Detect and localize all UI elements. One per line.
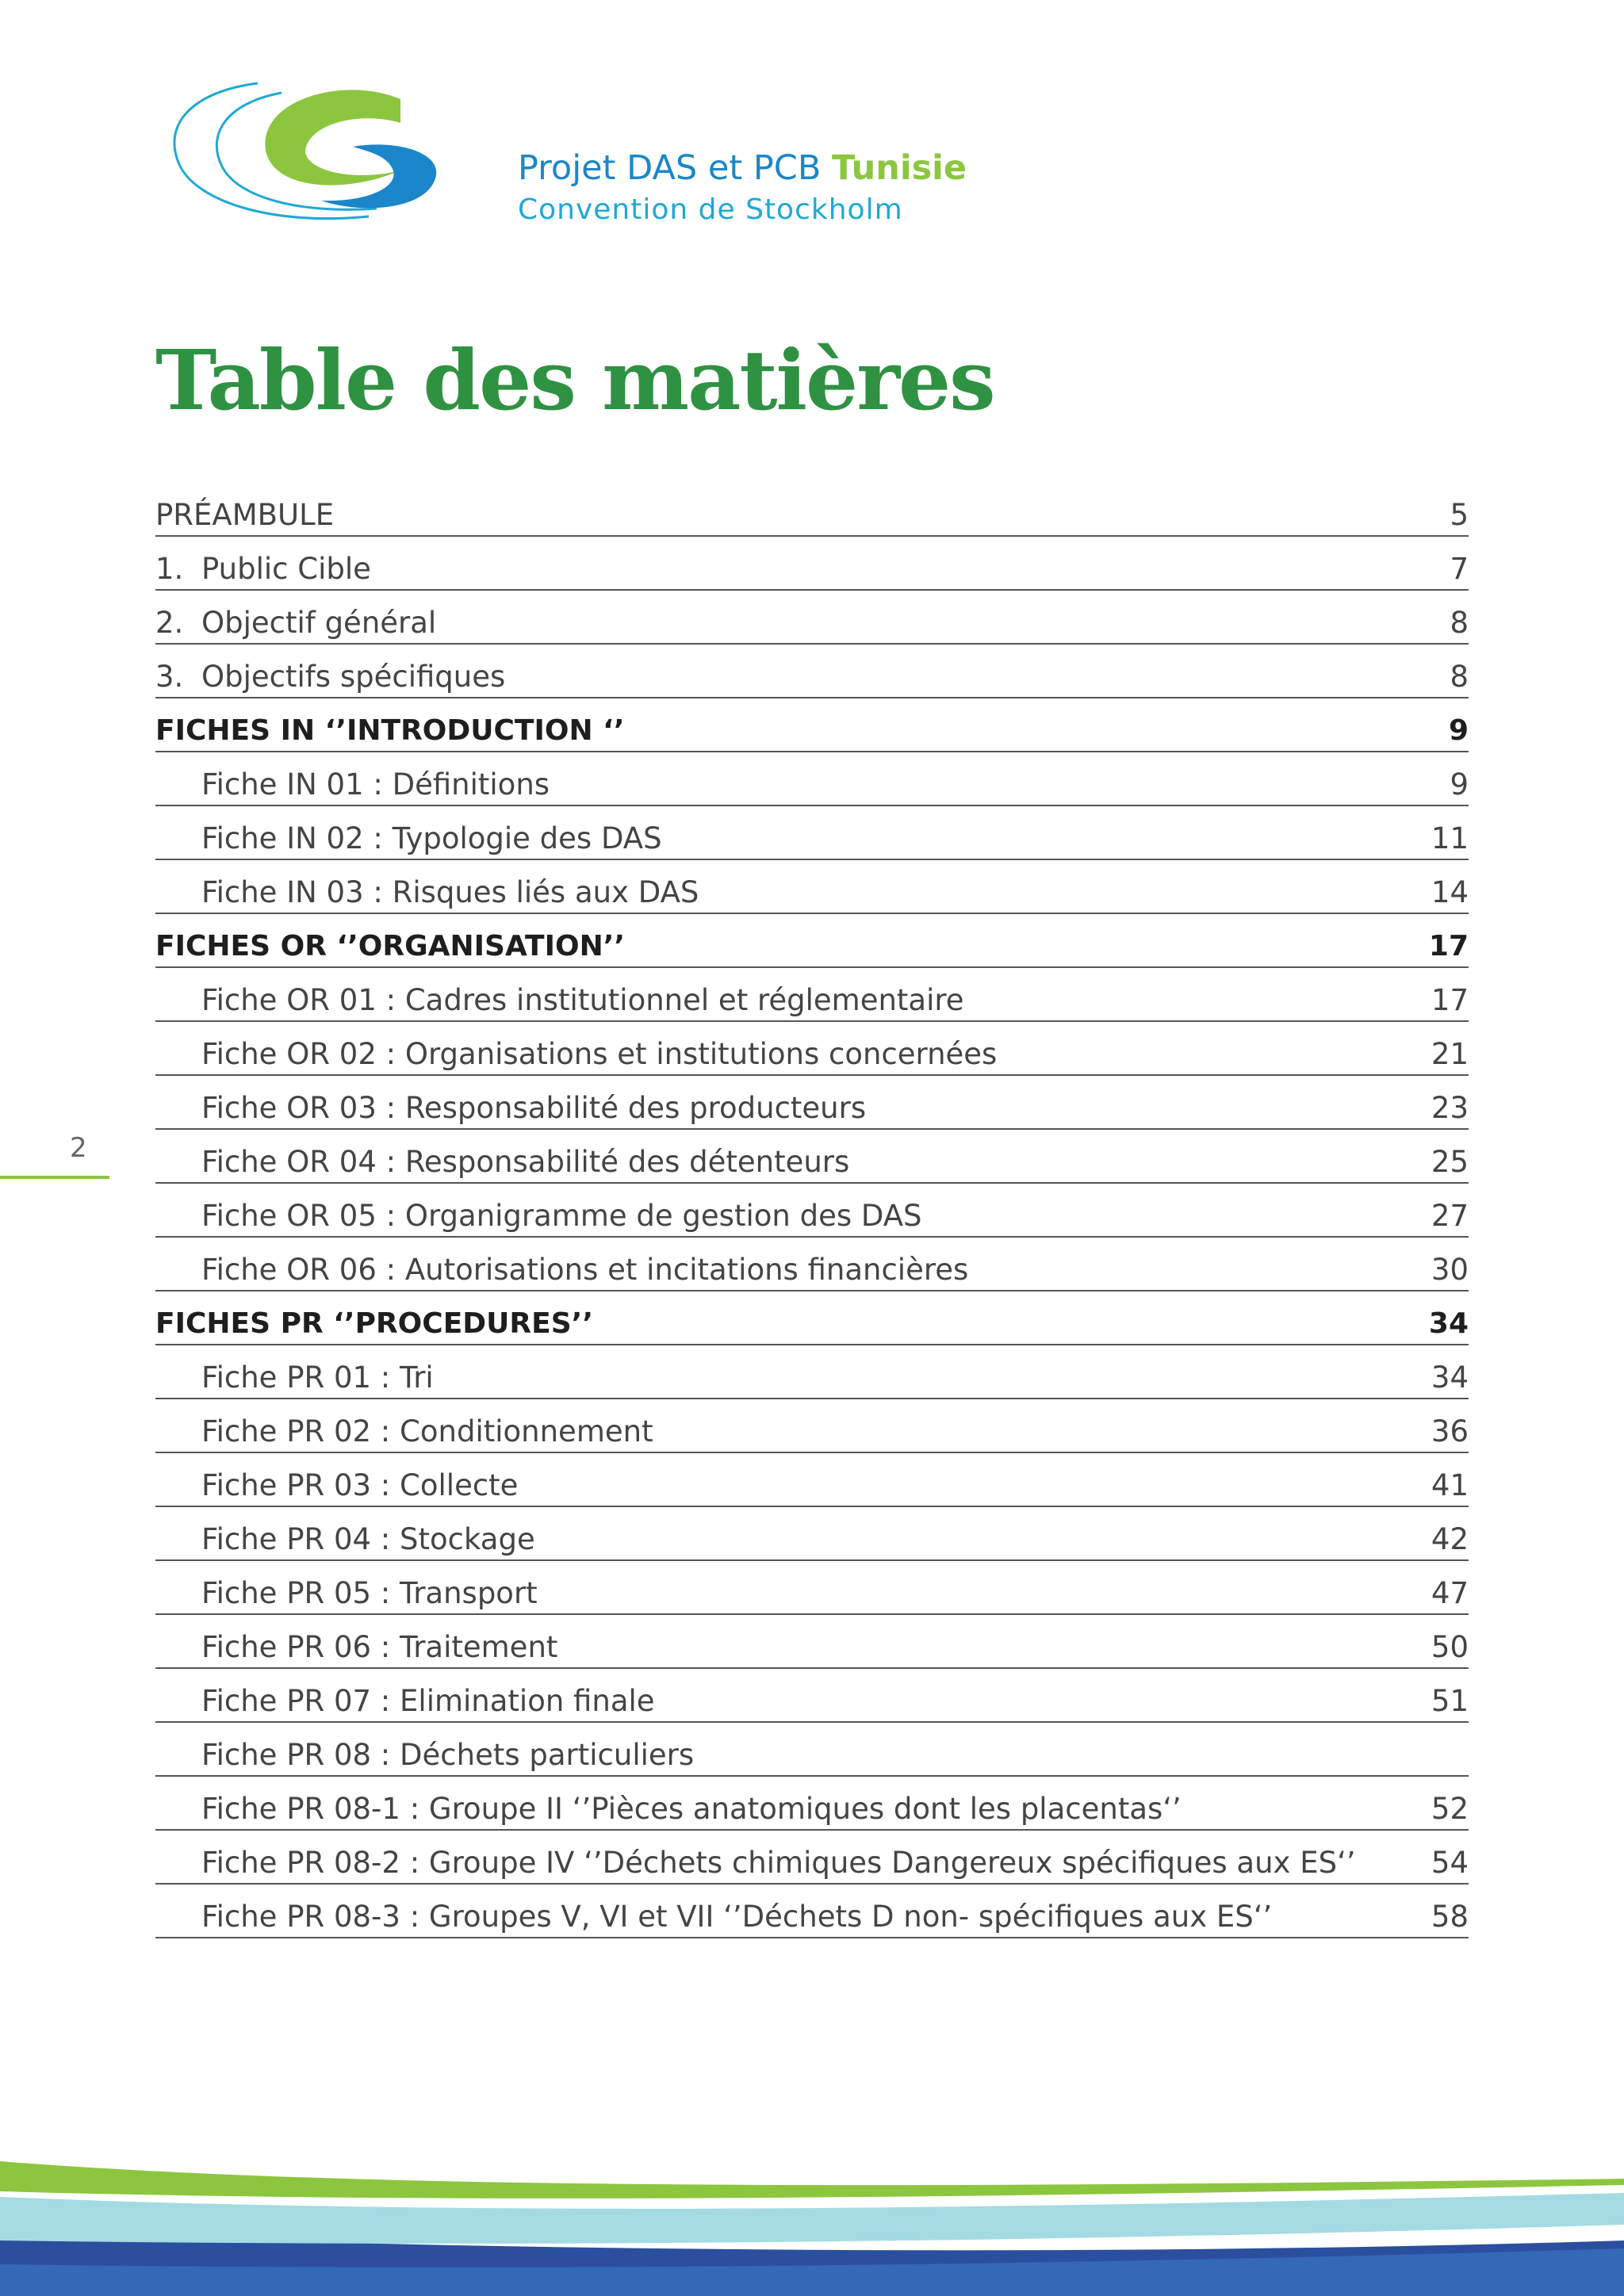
toc-entry-text: Fiche PR 08-3 : Groupes V, VI et VII ‘’Déchets D non- spécifiques aux ES‘’ xyxy=(201,1899,1273,1934)
toc-entry-text: Fiche IN 01 : Définitions xyxy=(201,767,550,802)
toc-row[interactable] xyxy=(155,1615,1469,1669)
toc-entry-label xyxy=(201,1360,434,1395)
toc-entry-label xyxy=(201,1576,538,1610)
toc-row[interactable] xyxy=(155,591,1469,645)
toc-entry-label xyxy=(201,1900,1272,1934)
toc-entry-text: Objectifs spécifiques xyxy=(201,659,506,694)
toc-row[interactable] xyxy=(155,1453,1469,1507)
toc-entry-text: Fiche OR 04 : Responsabilité des détenteurs xyxy=(201,1144,850,1179)
toc-entry-label xyxy=(201,875,699,909)
toc-row[interactable] xyxy=(155,1669,1469,1723)
toc-entry-text: Fiche PR 03 : Collecte xyxy=(201,1468,519,1502)
toc-entry-text: Fiche PR 08-1 : Groupe II ‘’Pièces anatomiques dont les placentas‘’ xyxy=(201,1791,1182,1826)
toc-entry-page: 7 xyxy=(1450,551,1469,586)
toc-entry-page: 23 xyxy=(1431,1090,1469,1125)
toc-row[interactable] xyxy=(155,1076,1469,1130)
toc-entry-page: 17 xyxy=(1428,929,1469,962)
toc-entry-page: 11 xyxy=(1431,821,1469,855)
toc-row[interactable] xyxy=(155,1723,1469,1777)
toc-entry-label xyxy=(201,821,662,855)
toc-entry-text: FICHES OR ‘’ORGANISATION’’ xyxy=(155,929,626,962)
logo-title xyxy=(518,148,967,189)
toc-entry-text: Objectif général xyxy=(201,605,437,640)
toc-entry-label xyxy=(201,1738,694,1772)
toc-entry-page: 14 xyxy=(1431,874,1469,909)
toc-row[interactable] xyxy=(155,968,1469,1022)
page-number-marker xyxy=(0,1176,109,1179)
toc-entry-label xyxy=(201,1792,1182,1826)
toc-entry-label xyxy=(201,767,550,802)
toc-entry-text: Fiche OR 02 : Organisations et institutions concernées xyxy=(201,1036,998,1071)
toc-entry-label xyxy=(155,498,334,532)
toc-entry-page: 52 xyxy=(1431,1791,1469,1826)
toc-entry-page: 54 xyxy=(1431,1845,1469,1880)
toc-entry-page: 34 xyxy=(1431,1360,1469,1395)
toc-entry-label xyxy=(201,1630,557,1664)
toc-entry-label xyxy=(201,1414,653,1448)
toc-entry-text: FICHES IN ‘’INTRODUCTION ‘’ xyxy=(155,714,625,747)
toc-entry-text: Fiche OR 05 : Organigramme de gestion des DAS xyxy=(201,1198,922,1233)
toc-row[interactable] xyxy=(155,698,1469,752)
toc-row[interactable] xyxy=(155,483,1469,537)
toc-entry-page: 34 xyxy=(1428,1307,1469,1340)
toc-entry-label xyxy=(201,1468,518,1502)
project-logo xyxy=(163,75,967,234)
toc-entry-page: 30 xyxy=(1431,1252,1469,1287)
page-title: Table des matières xyxy=(155,331,994,429)
toc-row[interactable] xyxy=(155,1507,1469,1561)
footer-wave-decoration xyxy=(0,2137,1624,2296)
toc-entry-text: Fiche IN 03 : Risques liés aux DAS xyxy=(201,874,699,909)
toc-entry-number: 3. xyxy=(155,659,184,694)
toc-row[interactable] xyxy=(155,1561,1469,1615)
toc-entry-text: Fiche PR 04 : Stockage xyxy=(201,1521,535,1556)
toc-row[interactable] xyxy=(155,1184,1469,1238)
toc-entry-label xyxy=(201,1522,535,1556)
toc-entry-page: 9 xyxy=(1448,714,1469,747)
toc-entry-page: 21 xyxy=(1431,1036,1469,1071)
toc-entry-page: 27 xyxy=(1431,1198,1469,1233)
logo-title-main: Projet DAS et PCB xyxy=(518,148,822,188)
toc-entry-page: 42 xyxy=(1431,1521,1469,1556)
toc-entry-label xyxy=(201,1091,866,1125)
toc-entry-page: 8 xyxy=(1450,659,1469,694)
toc-row[interactable] xyxy=(155,1885,1469,1938)
toc-entry-label xyxy=(155,1307,593,1340)
toc-row[interactable] xyxy=(155,1777,1469,1831)
logo-swirl-icon xyxy=(163,75,511,234)
toc-entry-label xyxy=(155,930,625,962)
toc-entry-label xyxy=(201,1037,997,1071)
toc-entry-text: Fiche PR 01 : Tri xyxy=(201,1360,434,1395)
toc-entry-page: 41 xyxy=(1431,1468,1469,1502)
toc-entry-label xyxy=(201,1684,655,1718)
toc-entry-page: 36 xyxy=(1431,1414,1469,1448)
toc-entry-text: Fiche OR 01 : Cadres institutionnel et réglementaire xyxy=(201,982,964,1017)
logo-subtitle: Convention de Stockholm xyxy=(518,193,903,226)
toc-entry-text: Fiche OR 06 : Autorisations et incitations financières xyxy=(201,1252,969,1287)
toc-entry-label xyxy=(155,606,436,640)
toc-entry-label xyxy=(155,660,505,694)
toc-entry-text: Fiche PR 06 : Traitement xyxy=(201,1629,558,1664)
toc-entry-page: 8 xyxy=(1450,605,1469,640)
toc-row[interactable] xyxy=(155,1022,1469,1076)
toc-entry-label xyxy=(155,552,371,586)
toc-entry-page: 47 xyxy=(1431,1575,1469,1610)
toc-row[interactable] xyxy=(155,645,1469,698)
toc-row[interactable] xyxy=(155,1345,1469,1399)
toc-row[interactable] xyxy=(155,806,1469,860)
toc-row[interactable] xyxy=(155,1292,1469,1345)
toc-entry-text: Fiche PR 07 : Elimination finale xyxy=(201,1683,655,1718)
toc-entry-number: 1. xyxy=(155,551,184,586)
toc-entry-text: Fiche OR 03 : Responsabilité des producteurs xyxy=(201,1090,867,1125)
toc-entry-text: PRÉAMBULE xyxy=(155,497,335,532)
toc-entry-label xyxy=(201,1199,922,1233)
toc-row[interactable] xyxy=(155,914,1469,968)
toc-row[interactable] xyxy=(155,1831,1469,1885)
toc-entry-label xyxy=(201,983,964,1017)
toc-entry-label xyxy=(155,714,625,747)
toc-row[interactable] xyxy=(155,752,1469,806)
toc-row[interactable] xyxy=(155,1238,1469,1292)
toc-entry-text: Fiche PR 05 : Transport xyxy=(201,1575,538,1610)
toc-row[interactable] xyxy=(155,1130,1469,1184)
toc-entry-page: 5 xyxy=(1450,497,1469,532)
toc-entry-page: 25 xyxy=(1431,1144,1469,1179)
logo-title-accent: Tunisie xyxy=(832,148,967,188)
toc-row[interactable] xyxy=(155,1399,1469,1453)
toc-entry-text: Fiche IN 02 : Typologie des DAS xyxy=(201,821,662,855)
toc-entry-page: 50 xyxy=(1431,1629,1469,1664)
toc-entry-page: 51 xyxy=(1431,1683,1469,1718)
toc-entry-text: Fiche PR 08 : Déchets particuliers xyxy=(201,1737,695,1772)
page-number: 2 xyxy=(70,1132,87,1164)
toc-row[interactable] xyxy=(155,537,1469,591)
toc-row[interactable] xyxy=(155,860,1469,914)
toc-entry-label xyxy=(201,1253,968,1287)
toc-entry-page: 17 xyxy=(1431,982,1469,1017)
toc-entry-label xyxy=(201,1145,849,1179)
toc-entry-label xyxy=(201,1846,1356,1880)
toc-entry-page: 9 xyxy=(1450,767,1469,802)
toc-entry-text: Public Cible xyxy=(201,551,371,586)
toc-entry-text: Fiche PR 02 : Conditionnement xyxy=(201,1414,653,1448)
table-of-contents xyxy=(155,483,1469,1938)
toc-entry-page: 58 xyxy=(1431,1899,1469,1934)
toc-entry-number: 2. xyxy=(155,605,184,640)
toc-entry-text: FICHES PR ‘’PROCEDURES’’ xyxy=(155,1307,594,1340)
toc-entry-text: Fiche PR 08-2 : Groupe IV ‘’Déchets chimiques Dangereux spécifiques aux ES‘’ xyxy=(201,1845,1356,1880)
